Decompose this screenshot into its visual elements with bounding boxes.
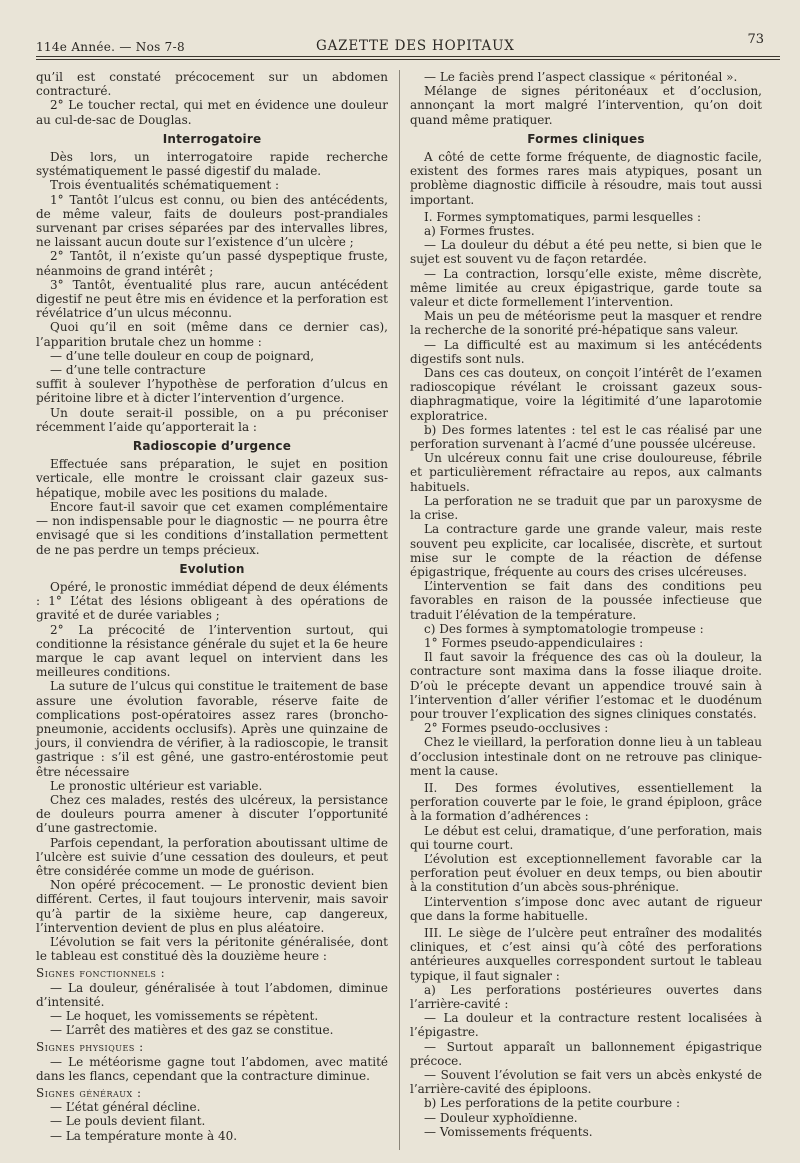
paragraph: I. Formes symptomatiques, parmi lesquelles : bbox=[424, 209, 701, 224]
paragraph: Signes physiques : bbox=[36, 1040, 144, 1055]
paragraph: Signes fonctionnels : bbox=[36, 966, 166, 981]
paragraph: b) Des formes latentes : tel est le cas réalisé par une perforation survenant à l’acmé d’une poussée ulcéreuse. bbox=[410, 422, 762, 452]
paragraph: Chez le vieillard, la perforation donne lieu à un tableau d’occlusion intestinale dont on ne retrouve pas clinique-ment la cause. bbox=[410, 735, 762, 778]
paragraph: — La douleur, généralisée à tout l’abdomen, diminue d’intensité. bbox=[36, 980, 388, 1009]
paragraph: — L’état général décline. bbox=[50, 1100, 201, 1115]
paragraph: Un ulcéreux connu fait une crise douloureuse, fébrile et particulièrement réfractaire au repos, aux calmants habituels. bbox=[410, 451, 762, 494]
paragraph: — d’une telle contracture bbox=[50, 363, 206, 378]
paragraph: La suture de l’ulcus qui constitue le traitement de base assure une évolution favorable, réserve faite de complications post-opératoires assez rares (broncho-pneumonie, accidents occlusifs). Après une quinzaine de jours, il conviendra de vérifier, à la radioscopie, le transit gastrique : s’il est gêné, une gastro-entérostomie peut être nécessaire bbox=[36, 679, 388, 779]
paragraph: — La difficulté est au maximum si les antécédents digestifs sont nuls. bbox=[410, 337, 762, 366]
paragraph: Chez ces malades, restés des ulcéreux, la persistance de douleurs pourra amener à discuter l’opportunité d’une gastrectomie. bbox=[36, 792, 388, 836]
column-divider bbox=[399, 70, 400, 1150]
paragraph: 1° Formes pseudo-appendiculaires : bbox=[424, 635, 644, 650]
paragraph: — La douleur du début a été peu nette, si bien que le sujet est souvent vu de façon retardée. bbox=[410, 238, 762, 267]
paragraph: L’intervention se fait dans des conditions peu favorables en raison de la poussée infectieuse que traduit l’élévation de la température. bbox=[410, 579, 762, 622]
paragraph: La perforation ne se traduit que par un paroxysme de la crise. bbox=[410, 493, 762, 523]
paragraph: — Douleur xyphoïdienne. bbox=[424, 1110, 578, 1125]
paragraph: — Vomissements fréquents. bbox=[424, 1124, 593, 1139]
paragraph: 2° Tantôt, il n’existe qu’un passé dyspeptique fruste, néanmoins de grand intérêt ; bbox=[36, 249, 388, 278]
paragraph: Le début est celui, dramatique, d’une perforation, mais qui tourne court. bbox=[410, 823, 762, 852]
paragraph: 2° La précocité de l’intervention surtout, qui conditionne la résistance générale du sujet et la 6e heure marque le cap avant lequel on intervient dans les meilleures conditions. bbox=[36, 622, 388, 680]
paragraph: — La température monte à 40. bbox=[50, 1128, 238, 1143]
paragraph: Mais un peu de météorisme peut la masquer et rendre la recherche de la sonorité pré-hépatique sans valeur. bbox=[410, 309, 762, 338]
section-heading: Formes cliniques bbox=[527, 131, 645, 146]
paragraph: Signes généraux : bbox=[36, 1086, 142, 1101]
paragraph: Dès lors, un interrogatoire rapide recherche systématiquement le passé digestif du malade. bbox=[36, 150, 388, 179]
paragraph: 2° Le toucher rectal, qui met en évidence une douleur au cul-de-sac de Douglas. bbox=[36, 98, 388, 127]
paragraph: — Le faciès prend l’aspect classique « péritonéal ». bbox=[424, 70, 738, 84]
section-heading: Interrogatoire bbox=[162, 131, 262, 146]
paragraph: Il faut savoir la fréquence des cas où la douleur, la contracture sont maxima dans la fosse iliaque droite. D’où le précepte devant un appendice trouvé sain à l’intervention d’aller vérifier l’estomac et le duodénum pour trouver l’explication des signes cliniques constatés. bbox=[410, 650, 762, 721]
paragraph: — Surtout apparaît un ballonnement épigastrique précoce. bbox=[410, 1039, 762, 1068]
paragraph: Effectuée sans préparation, le sujet en position verticale, elle montre le croissant clair gazeux sus-hépatique, mobile avec les positions du malade. bbox=[36, 457, 388, 500]
journal-title: GAZETTE DES HOPITAUX bbox=[316, 38, 515, 54]
paragraph: II. Des formes évolutives, essentiellement la perforation couverte par le foie, le grand épiploon, grâce à la formation d’adhérences : bbox=[410, 780, 762, 824]
paragraph: Le pronostic ultérieur est variable. bbox=[50, 778, 263, 793]
paragraph: L’évolution se fait vers la péritonite généralisée, dont le tableau est constitué dès la douzième heure : bbox=[36, 934, 388, 964]
paragraph: A côté de cette forme fréquente, de diagnostic facile, existent des formes rares mais atypiques, posant un problème diagnostic difficile à résoudre, mais tout aussi important. bbox=[410, 150, 762, 207]
paragraph: 3° Tantôt, éventualité plus rare, aucun antécédent digestif ne peut être mis en évidence et la perforation est révélatrice d’un ulcus méconnu. bbox=[36, 277, 388, 321]
paragraph: — Le météorisme gagne tout l’abdomen, avec matité dans les flancs, cependant que la contracture diminue. bbox=[36, 1054, 388, 1083]
paragraph: Trois éventualités schématiquement : bbox=[50, 178, 280, 193]
right-column bbox=[410, 70, 762, 1139]
paragraph: Un doute serait-il possible, on a pu préconiser récemment l’aide qu’apporterait la : bbox=[36, 405, 388, 434]
paragraph: 1° Tantôt l’ulcus est connu, ou bien des antécédents, de même valeur, faits de douleurs post-prandiales survenant par crises séparées par des intervalles libres, ne laissant aucun doute sur l’existence d’un ulcère ; bbox=[36, 192, 388, 250]
left-column bbox=[36, 70, 388, 1143]
section-heading: Evolution bbox=[179, 561, 245, 576]
paragraph: suffit à soulever l’hypothèse de perforation d’ulcus en péritoine libre et à dicter l’intervention d’urgence. bbox=[36, 377, 388, 406]
paragraph: La contracture garde une grande valeur, mais reste souvent peu explicite, car localisée, discrète, et surtout mise sur le compte de la réaction de défense épigastrique, fréquente au cours des crises ulcéreuses. bbox=[410, 522, 762, 579]
paragraph: qu’il est constaté précocement sur un abdomen contracturé. bbox=[36, 70, 388, 99]
paragraph: b) Les perforations de la petite courbure : bbox=[424, 1096, 680, 1111]
paragraph: 2° Formes pseudo-occlusives : bbox=[424, 721, 609, 736]
paragraph: — Le pouls devient filant. bbox=[50, 1114, 206, 1129]
paragraph: — Souvent l’évolution se fait vers un abcès enkysté de l’arrière-cavité des épiploons. bbox=[410, 1068, 762, 1097]
paragraph: — L’arrêt des matières et des gaz se constitue. bbox=[50, 1023, 334, 1038]
paragraph: c) Des formes à symptomatologie trompeuse : bbox=[424, 621, 704, 636]
paragraph: a) Les perforations postérieures ouvertes dans l’arrière-cavité : bbox=[410, 982, 762, 1011]
section-heading: Radioscopie d’urgence bbox=[132, 439, 292, 454]
running-header bbox=[36, 30, 780, 60]
paragraph: L’évolution est exceptionnellement favorable car la perforation peut évoluer en deux temps, ou bien aboutir à la constitution d’un abcès sous-phrénique. bbox=[410, 851, 762, 895]
header-rule-double bbox=[36, 59, 780, 60]
paragraph: Mélange de signes péritonéaux et d’occlusion, annonçant la mort malgré l’intervention, qu’on doit quand même pratiquer. bbox=[410, 84, 762, 127]
paragraph: Dans ces cas douteux, on conçoit l’intérêt de l’examen radioscopique révélant le croissant gazeux sous-diaphragmatique, voire la légitimité d’une laparotomie exploratrice. bbox=[410, 366, 762, 423]
paragraph: Non opéré précocement. — Le pronostic devient bien différent. Certes, il faut toujours intervenir, mais savoir qu’à partir de la sixième heure, cap dangereux, l’intervention devient de plus en plus aléatoire. bbox=[36, 878, 388, 935]
paragraph: L’intervention s’impose donc avec autant de rigueur que dans la forme habituelle. bbox=[410, 894, 762, 923]
header-rule bbox=[36, 56, 780, 57]
paragraph: — La contraction, lorsqu’elle existe, même discrète, même limitée au creux épigastrique, garde toute sa valeur et dicte formellement l’intervention. bbox=[410, 266, 762, 310]
paragraph: Opéré, le pronostic immédiat dépend de deux éléments : 1° L’état des lésions obligeant à des opérations de gravité et de durée variables ; bbox=[36, 579, 388, 623]
paragraph: — d’une telle douleur en coup de poignard, bbox=[50, 348, 315, 363]
page-number: 73 bbox=[747, 32, 764, 47]
paragraph: Parfois cependant, la perforation aboutissant ultime de l’ulcère est suivie d’une cessation des douleurs, et peut être considérée comme un mode de guérison. bbox=[36, 835, 388, 878]
paragraph: — La douleur et la contracture restent localisées à l’épigastre. bbox=[410, 1011, 762, 1040]
paragraph: Encore faut-il savoir que cet examen complémentaire — non indispensable pour le diagnostic — ne pourra être envisagé que si les conditions d’installation permettent de ne pas perdre un temps précieux. bbox=[36, 499, 388, 557]
issue-label: 114e Année. — Nos 7-8 bbox=[36, 40, 185, 54]
paragraph: — Le hoquet, les vomissements se répètent. bbox=[50, 1009, 319, 1023]
paragraph: a) Formes frustes. bbox=[424, 224, 535, 239]
paragraph: Quoi qu’il en soit (même dans ce dernier cas), l’apparition brutale chez un homme : bbox=[36, 320, 388, 349]
paragraph: III. Le siège de l’ulcère peut entraîner des modalités cliniques, et c’est ainsi qu’à côté des perforations antérieures auxquelles correspondent surtout le tableau typique, il faut signaler : bbox=[410, 925, 762, 983]
